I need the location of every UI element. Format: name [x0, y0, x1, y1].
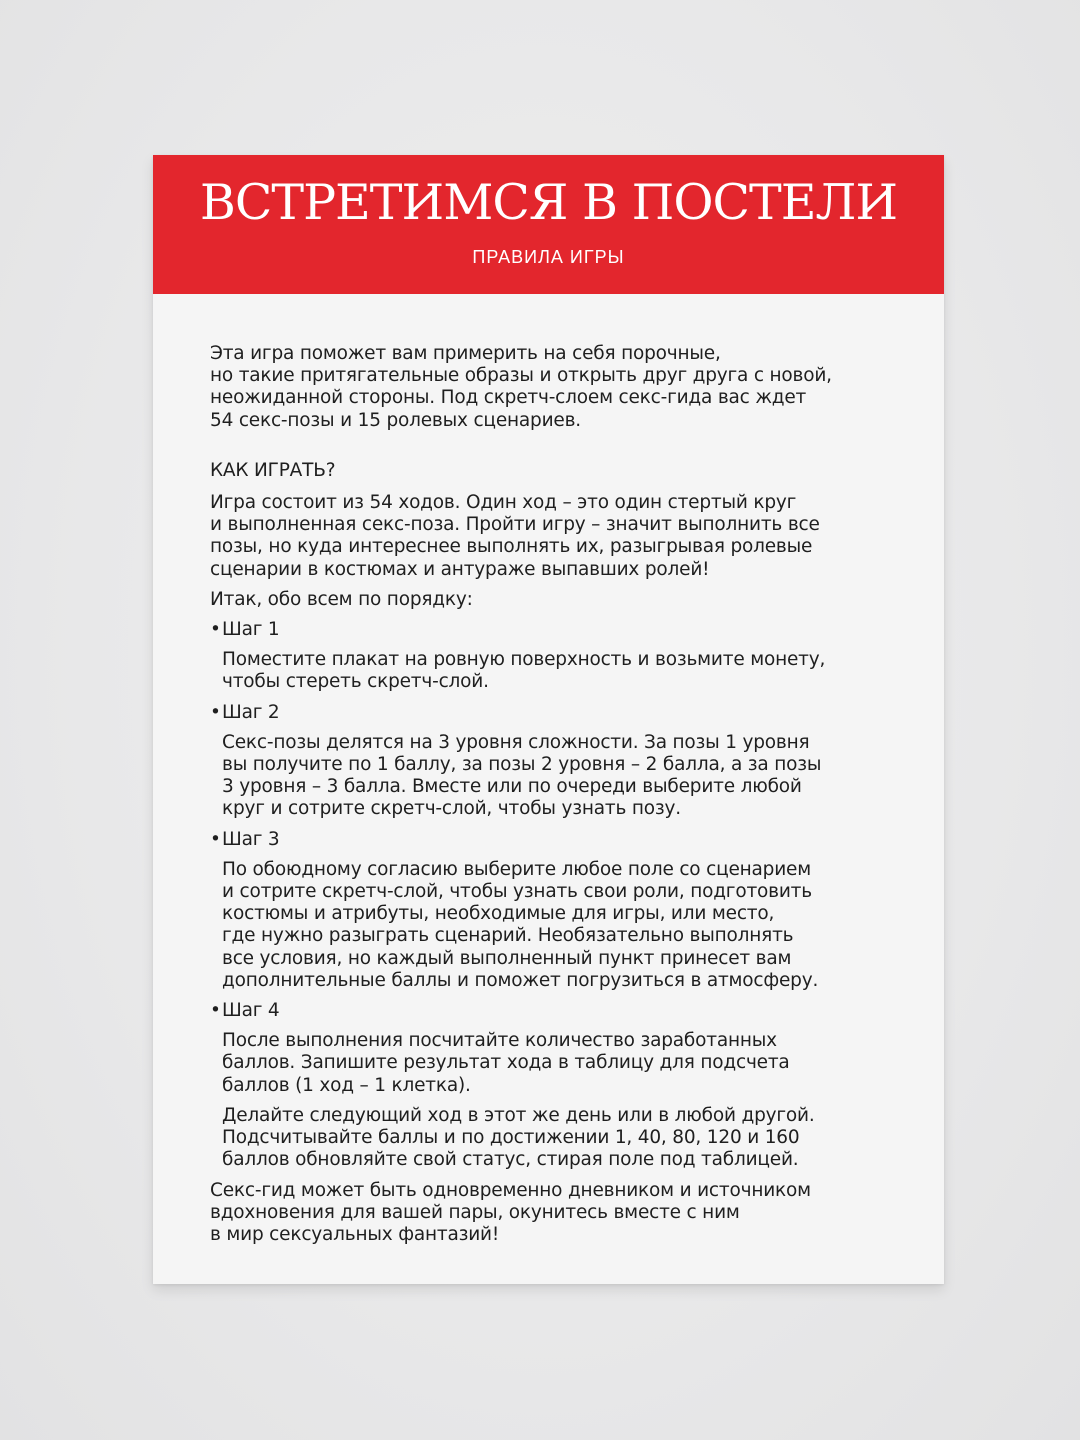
step-4-title: [210, 1000, 900, 1022]
step-3-label: Шаг 3: [222, 828, 280, 850]
intro-paragraph: Эта игра поможет вам примерить на себя порочные, но такие притягательные образы и открыть друг друга с новой, неожиданной стороны. Под скретч-слоем секс-гида вас ждет 54 секс-позы и 15 ролевых сценариев.: [210, 343, 832, 431]
step-1-text: Поместите плакат на ровную поверхность и возьмите монету, чтобы стереть скретч-слой.: [222, 649, 826, 693]
rules-subtitle: ПРАВИЛА ИГРЫ: [472, 247, 625, 267]
bullet: •: [210, 619, 221, 641]
rules-body: [210, 343, 900, 1246]
game-title: ВСТРЕТИМСЯ В ПОСТЕЛИ: [199, 174, 898, 231]
step-4-text: После выполнения посчитайте количество заработанных баллов. Запишите результат хода в таблицу для подсчета баллов (1 ход – 1 клетка).: [222, 1030, 790, 1096]
step-3-title: [210, 829, 900, 851]
step-2-title: [210, 702, 900, 724]
rules-card: [153, 155, 944, 1284]
step-2-label: Шаг 2: [222, 701, 280, 723]
bullet: •: [210, 701, 221, 723]
bullet: •: [210, 828, 221, 850]
how-to-play-lead: Итак, обо всем по порядку:: [210, 588, 473, 610]
step-1-title: [210, 619, 900, 641]
step-1-label: Шаг 1: [222, 619, 280, 641]
how-to-play-heading: КАК ИГРАТЬ?: [210, 459, 336, 481]
bullet: •: [210, 1000, 221, 1022]
step-4-label: Шаг 4: [222, 1000, 280, 1022]
step-2-text: Секс-позы делятся на 3 уровня сложности. За позы 1 уровня вы получите по 1 баллу, за позы 2 уровня – 2 балла, а за позы 3 уровня – 3 балла. Вместе или по очереди выберите любой круг и сотрите скретч-слой, чтобы узнать позу.: [222, 731, 822, 820]
how-to-play-paragraph: Игра состоит из 54 ходов. Один ход – это один стертый круг и выполненная секс-поза. Пройти игру – значит выполнить все позы, но куда интереснее выполнять их, разыгрывая ролевые сценарии в костюмах и антураже выпавших ролей!: [210, 492, 820, 580]
step-3-text: По обоюдному согласию выберите любое поле со сценарием и сотрите скретч-слой, чтобы узнать свои роли, подготовить костюмы и атрибуты, необходимые для игры, или место, где нужно разыграть сценарий. Необязательно выполнять все условия, но каждый выполненный пункт принесет вам дополнительные баллы и поможет погрузиться в атмосферу.: [222, 858, 819, 991]
outro-paragraph: Секс-гид может быть одновременно дневником и источником вдохновения для вашей пары, окунитесь вместе с ним в мир сексуальных фантазий!: [210, 1179, 811, 1245]
step-4-text-continued: Делайте следующий ход в этот же день или в любой другой. Подсчитывайте баллы и по достижении 1, 40, 80, 120 и 160 баллов обновляйте свой статус, стирая поле под таблицей.: [222, 1104, 815, 1171]
header-banner: [153, 155, 944, 294]
